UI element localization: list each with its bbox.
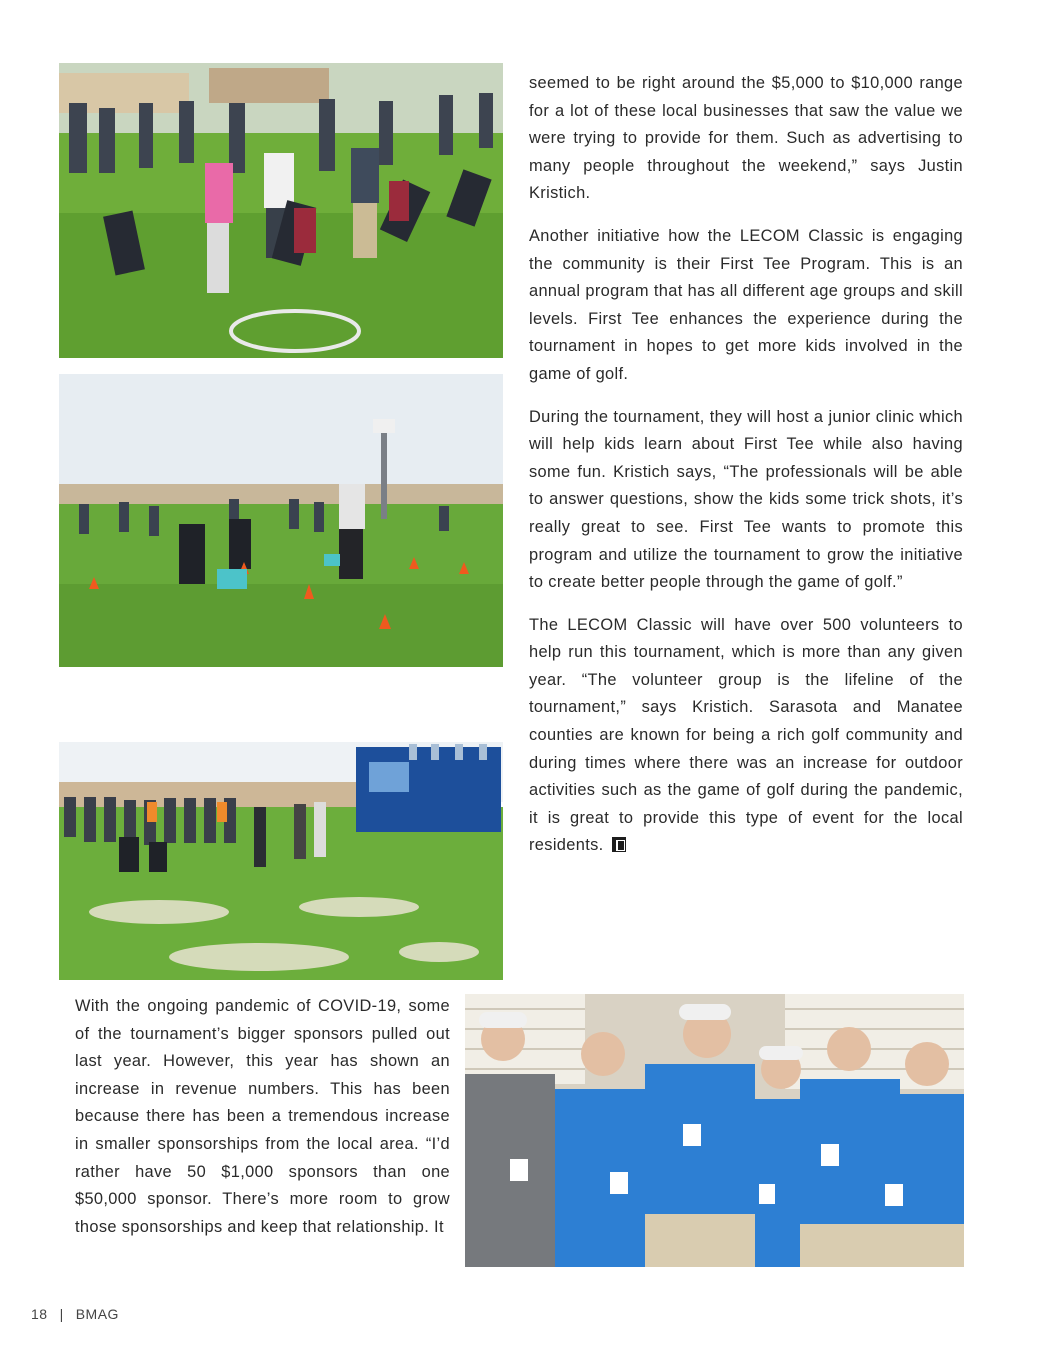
photo-volunteers-group [465,994,964,1267]
paragraph: During the tournament, they will host a junior clinic which will help kids learn about First Tee while also having some fun. Kristich says, “The professionals will be able to answer questions, show the kids some trick shots, it’s really great to see. First Tee wants to promote this program and utilize the tournament to grow the initiative to create better people through the game of golf.” [529,407,963,592]
publication-name: BMAG [75,1306,119,1322]
footer-separator: | [59,1306,64,1322]
paragraph: Another initiative how the LECOM Classic is engaging the community is their First Tee Program. This is an annual program that has all different age groups and skill levels. First Tee enhances the experience during the tournament in hopes to get more kids involved in the game of golf. [529,226,963,383]
paragraph-text: The LECOM Classic will have over 500 volunteers to help run this tournament, which is more than any given year. “The volunteer group is the lifeline of the tournament,” says Kristich. Sarasota and Manatee counties are known for being a rich golf community and during times where there was an increase for outdoor activities such as the game of golf during the pandemic, it is great to provide this type of event for the local residents. [529,615,963,855]
photo-kids-golf-bags [59,63,503,358]
page-number: 18 [31,1306,48,1322]
article-right-column [529,70,963,875]
paragraph-final [529,612,963,860]
page-footer [31,1306,119,1322]
article-left-column [75,993,450,1256]
paragraph: seemed to be right around the $5,000 to $10,000 range for a lot of these local businesses that saw the value we were trying to provide for them. Such as advertising to many people throughout the weekend,” says Justin Kristich. [529,74,963,203]
photo-junior-clinic [59,742,503,980]
paragraph: With the ongoing pandemic of COVID-19, some of the tournament’s bigger sponsors pulled out last year. However, this year has shown an increase in revenue numbers. This has been because there has been a tremendous increase in smaller sponsorships from the local area. “I’d rather have 50 $1,000 sponsors than one $50,000 sponsor. There’s more room to grow those sponsorships and keep that relationship. It [75,997,450,1236]
photo-golfer-swing [59,374,503,667]
end-of-article-icon [612,837,626,852]
